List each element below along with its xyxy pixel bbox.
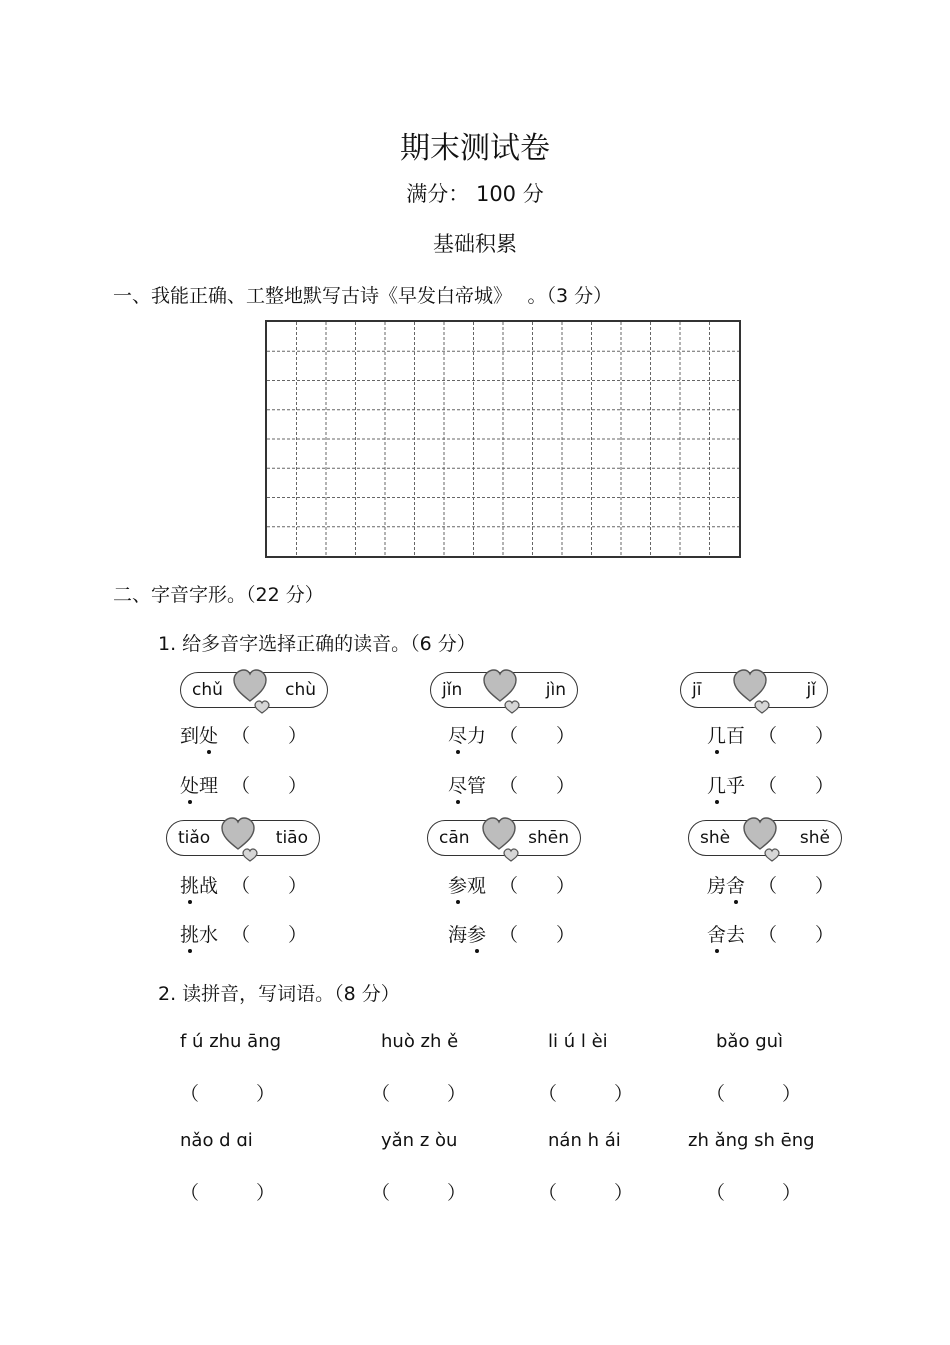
- pinyin-option-pill: [427, 820, 581, 856]
- word-char: 到: [180, 725, 200, 747]
- heart-icon: [219, 815, 267, 863]
- polyphone-word: [707, 771, 745, 798]
- word-char: 百: [726, 725, 746, 747]
- heart-icon: [731, 667, 779, 715]
- polyphone-word: [707, 920, 745, 947]
- pinyin-option-right[interactable]: shēn: [528, 828, 569, 848]
- polyphone-word: [180, 871, 218, 898]
- pinyin-option-right[interactable]: jǐ: [806, 680, 816, 700]
- pinyin-option-left[interactable]: chǔ: [192, 680, 223, 700]
- pinyin-option-left[interactable]: cān: [439, 828, 470, 848]
- pinyin-item: nǎo d ɑi: [180, 1130, 253, 1151]
- heart-icon: [480, 815, 528, 863]
- polyphone-word: [180, 721, 218, 748]
- word-char: 几: [707, 725, 727, 747]
- answer-blank[interactable]: （ ）: [180, 1083, 276, 1105]
- answer-blank[interactable]: （ ）: [231, 924, 308, 946]
- pinyin-item: huò zh ě: [381, 1031, 459, 1052]
- polyphone-word: [448, 920, 486, 947]
- word-char: 尽: [448, 775, 468, 797]
- pinyin-option-pill: [166, 820, 320, 856]
- section-basic-heading: 基础积累: [433, 232, 517, 256]
- pinyin-item: bǎo guì: [716, 1031, 784, 1052]
- pinyin-item: yǎn z òu: [381, 1130, 458, 1151]
- pinyin-item: zh ǎng sh ēng: [688, 1130, 815, 1151]
- pinyin-option-pill: [680, 672, 828, 708]
- answer-blank[interactable]: （ ）: [499, 875, 576, 897]
- word-char: 海: [448, 924, 468, 946]
- heart-icon: [231, 667, 279, 715]
- q2-part1-heading: 1. 给多音字选择正确的读音。（6 分）: [158, 633, 476, 655]
- q1-heading: 一、我能正确、工整地默写古诗《早发白帝城》 。（3 分）: [113, 285, 613, 307]
- answer-blank[interactable]: （ ）: [371, 1182, 467, 1204]
- pinyin-option-right[interactable]: shě: [799, 828, 830, 848]
- word-char: 力: [467, 725, 487, 747]
- pinyin-option-pill: [688, 820, 842, 856]
- pinyin-option-right[interactable]: jìn: [545, 680, 566, 700]
- word-char: 处: [199, 725, 219, 747]
- pinyin-option-left[interactable]: tiǎo: [178, 828, 211, 848]
- word-char: 舍: [707, 924, 727, 946]
- pinyin-item: nán h ái: [548, 1130, 621, 1151]
- pinyin-option-pill: [180, 672, 328, 708]
- answer-blank[interactable]: （ ）: [231, 775, 308, 797]
- pinyin-option-right[interactable]: chù: [285, 680, 316, 700]
- word-char: 挑: [180, 924, 200, 946]
- answer-blank[interactable]: （ ）: [706, 1083, 802, 1105]
- word-char: 水: [199, 924, 219, 946]
- word-char: 战: [199, 875, 219, 897]
- full-score: 满分： 100 分: [406, 182, 544, 206]
- polyphone-word: [448, 771, 486, 798]
- heart-icon: [481, 667, 529, 715]
- answer-blank[interactable]: （ ）: [538, 1182, 634, 1204]
- grid-lines: [267, 322, 739, 556]
- answer-blank[interactable]: （ ）: [758, 875, 835, 897]
- q2-part2-heading: 2. 读拼音，写词语。（8 分）: [158, 983, 400, 1005]
- pinyin-item: li ú l èi: [548, 1031, 608, 1052]
- polyphone-word: [707, 721, 745, 748]
- heart-icon: [741, 815, 789, 863]
- word-char: 乎: [726, 775, 746, 797]
- answer-blank[interactable]: （ ）: [499, 775, 576, 797]
- word-char: 处: [180, 775, 200, 797]
- pinyin-option-pill: [430, 672, 578, 708]
- word-char: 参: [467, 924, 487, 946]
- page-title: 期末测试卷: [400, 131, 550, 166]
- word-char: 管: [467, 775, 487, 797]
- polyphone-word: [707, 871, 745, 898]
- answer-blank[interactable]: （ ）: [758, 725, 835, 747]
- word-char: 挑: [180, 875, 200, 897]
- q2-heading: 二、字音字形。（22 分）: [113, 584, 324, 606]
- word-char: 理: [199, 775, 219, 797]
- word-char: 舍: [726, 875, 746, 897]
- polyphone-word: [180, 771, 218, 798]
- word-char: 观: [467, 875, 487, 897]
- pinyin-item: f ú zhu āng: [180, 1031, 282, 1052]
- pinyin-option-right[interactable]: tiāo: [275, 828, 308, 848]
- answer-blank[interactable]: （ ）: [371, 1083, 467, 1105]
- answer-blank[interactable]: （ ）: [758, 775, 835, 797]
- answer-blank[interactable]: （ ）: [706, 1182, 802, 1204]
- word-char: 尽: [448, 725, 468, 747]
- answer-blank[interactable]: （ ）: [538, 1083, 634, 1105]
- answer-blank[interactable]: （ ）: [231, 725, 308, 747]
- answer-blank[interactable]: （ ）: [758, 924, 835, 946]
- answer-blank[interactable]: （ ）: [180, 1182, 276, 1204]
- word-char: 去: [726, 924, 746, 946]
- answer-blank[interactable]: （ ）: [499, 725, 576, 747]
- writing-grid[interactable]: [265, 320, 741, 558]
- word-char: 几: [707, 775, 727, 797]
- answer-blank[interactable]: （ ）: [499, 924, 576, 946]
- polyphone-word: [448, 871, 486, 898]
- pinyin-option-left[interactable]: shè: [700, 828, 731, 848]
- word-char: 参: [448, 875, 468, 897]
- polyphone-word: [448, 721, 486, 748]
- word-char: 房: [707, 875, 727, 897]
- pinyin-option-left[interactable]: jǐn: [442, 680, 463, 700]
- pinyin-option-left[interactable]: jī: [692, 680, 702, 700]
- answer-blank[interactable]: （ ）: [231, 875, 308, 897]
- polyphone-word: [180, 920, 218, 947]
